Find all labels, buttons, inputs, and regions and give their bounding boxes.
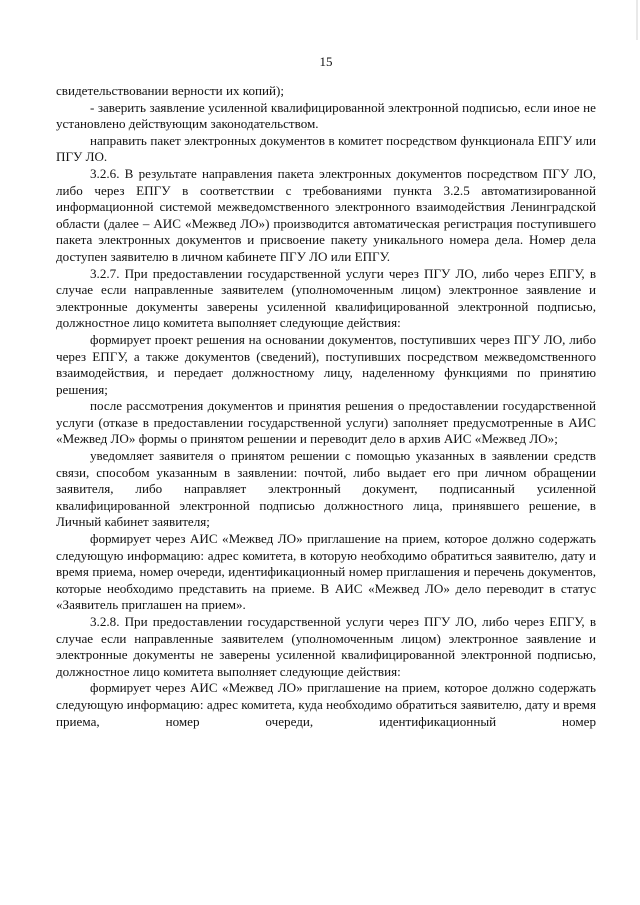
paragraph-4: 3.2.6. В результате направления пакета электронных документов посредством ПГУ ЛО, либо через ЕПГУ в соответствии с требованиями пункта 3.2.5 автоматизированной информационной системой межведомственного электронного взаимодействия Ленинградской области (далее – АИС «Межвед ЛО») производится автоматическая регистрация поступившего пакета электронных документов и присвоение пакету уникального номера дела. Номер дела доступен заявителю в личном кабинете ПГУ ЛО или ЕПГУ.: [56, 165, 596, 264]
paragraph-5: 3.2.7. При предоставлении государственной услуги через ПГУ ЛО, либо через ЕПГУ, в случае если направленные заявителем (уполномоченным лицом) электронное заявление и электронные документы заверены усиленной квалифицированной электронной подписью, должностное лицо комитета выполняет следующие действия:: [56, 265, 596, 331]
paragraph-11: формирует через АИС «Межвед ЛО» приглашение на прием, которое должно содержать следующую информацию: адрес комитета, куда необходимо обратиться заявителю, дату и время приема, номер очереди, идентификационный номер: [56, 680, 596, 729]
paragraph-7: после рассмотрения документов и принятия решения о предоставлении государственной услуги (отказе в предоставлении государственной услуги) заполняет предусмотренные в АИС «Межвед ЛО» формы о принятом решении и переводит дело в архив АИС «Межвед ЛО»;: [56, 398, 596, 447]
paragraph-9: формирует через АИС «Межвед ЛО» приглашение на прием, которое должно содержать следующую информацию: адрес комитета, в которую необходимо обратиться заявителю, дату и время приема, номер очереди, идентификационный номер приглашения и перечень документов, которые необходимо представить на приеме. В АИС «Межвед ЛО» дело переводит в статус «Заявитель приглашен на прием».: [56, 531, 596, 613]
paragraph-6: формирует проект решения на основании документов, поступивших через ПГУ ЛО, либо через ЕПГУ, а также документов (сведений), поступивших посредством межведомственного взаимодействия, и передает должностному лицу, наделенному функциями по принятию решения;: [56, 331, 596, 397]
scan-edge-mark: [636, 0, 638, 40]
paragraph-3: направить пакет электронных документов в комитет посредством функционала ЕПГУ или ПГУ ЛО.: [56, 132, 596, 165]
page-number: 15: [319, 54, 333, 69]
paragraph-2: - заверить заявление усиленной квалифицированной электронной подписью, если иное не установлено действующим законодательством.: [56, 99, 596, 132]
document-body: [56, 83, 596, 730]
paragraph-8: уведомляет заявителя о принятом решении с помощью указанных в заявлении средств связи, способом указанным в заявлении: почтой, либо выдает его при личном обращении заявителя, либо направляет электронный документ, подписанный усиленной квалифицированной электронной подписью должностного лица, принявшего решение, в Личный кабинет заявителя;: [56, 448, 596, 530]
paragraph-10: 3.2.8. При предоставлении государственной услуги через ПГУ ЛО, либо через ЕПГУ, в случае если направленные заявителем (уполномоченным лицом) электронное заявление и электронные документы не заверены усиленной квалифицированной электронной подписью, должностное лицо комитета выполняет следующие действия:: [56, 614, 596, 679]
paragraph-1: свидетельствовании верности их копий);: [56, 83, 285, 98]
